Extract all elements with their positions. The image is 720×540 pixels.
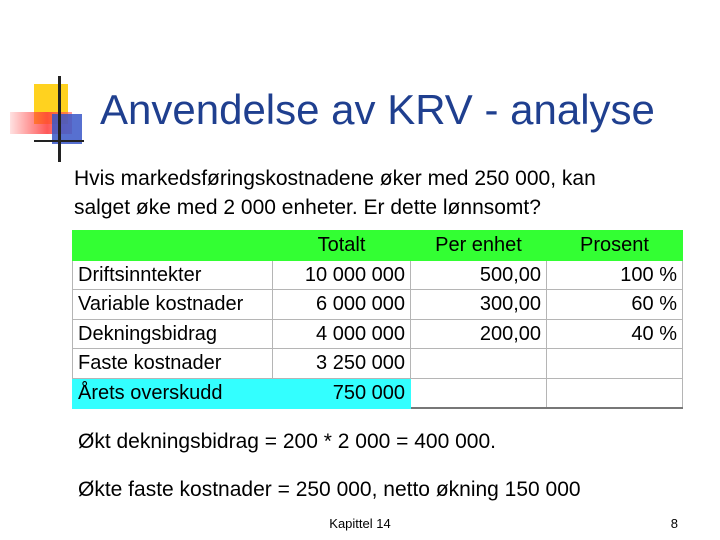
row-label: Dekningsbidrag <box>73 319 273 349</box>
row-label: Driftsinntekter <box>73 260 273 290</box>
page-number: 8 <box>670 516 678 531</box>
table-row <box>73 260 683 290</box>
intro-line-2: salget øke med 2 000 enheter. Er dette lønnsomt? <box>74 196 541 219</box>
row-label: Faste kostnader <box>73 349 273 379</box>
row-prosent: 60 % <box>547 290 683 320</box>
table-header-blank <box>73 231 273 261</box>
table-row-highlight <box>73 378 683 408</box>
row-label: Årets overskudd <box>73 378 273 408</box>
table-row <box>73 290 683 320</box>
table-header-prosent: Prosent <box>547 231 683 261</box>
row-prosent: 100 % <box>547 260 683 290</box>
row-prosent <box>547 349 683 379</box>
row-per-enhet <box>411 378 547 408</box>
table-header-row <box>73 231 683 261</box>
row-label: Variable kostnader <box>73 290 273 320</box>
row-totalt: 3 250 000 <box>273 349 411 379</box>
slide-title: Anvendelse av KRV - analyse <box>100 86 655 133</box>
intro-line-1: Hvis markedsføringskostnadene øker med 250 000, kan <box>74 167 596 190</box>
footer-chapter: Kapittel 14 <box>329 516 391 531</box>
row-totalt: 750 000 <box>273 378 411 408</box>
row-totalt: 6 000 000 <box>273 290 411 320</box>
row-totalt: 10 000 000 <box>273 260 411 290</box>
row-prosent <box>547 378 683 408</box>
intro-text <box>74 164 694 222</box>
table-header-per-enhet: Per enhet <box>411 231 547 261</box>
row-totalt: 4 000 000 <box>273 319 411 349</box>
table-row <box>73 349 683 379</box>
table-row <box>73 319 683 349</box>
row-per-enhet: 200,00 <box>411 319 547 349</box>
row-per-enhet: 300,00 <box>411 290 547 320</box>
row-per-enhet <box>411 349 547 379</box>
table-header-totalt: Totalt <box>273 231 411 261</box>
row-prosent: 40 % <box>547 319 683 349</box>
calc-line-1: Økt dekningsbidrag = 200 * 2 000 = 400 000. <box>78 430 496 453</box>
row-per-enhet: 500,00 <box>411 260 547 290</box>
calc-line-2: Økte faste kostnader = 250 000, netto økning 150 000 <box>78 478 581 501</box>
krv-table <box>72 230 683 409</box>
decorative-logo-icon <box>0 0 100 170</box>
